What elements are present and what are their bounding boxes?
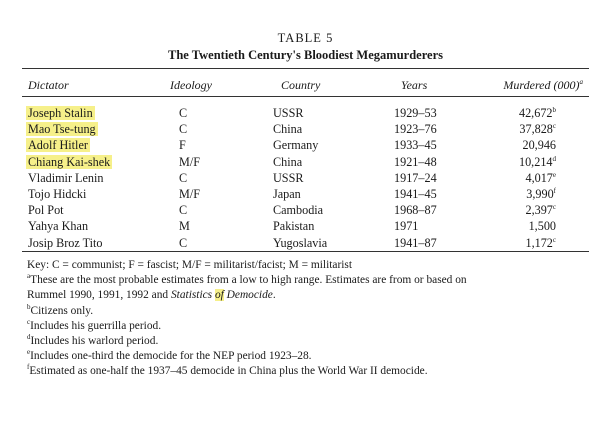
dictator-cell	[28, 218, 88, 234]
footnote-c-marker: c	[27, 318, 31, 327]
ideology-cell: M/F	[179, 154, 201, 169]
years-cell: 1933–45	[394, 138, 437, 153]
footnote-d-text: Includes his warlord period.	[30, 335, 159, 348]
country-cell: Yugoslavia	[273, 235, 328, 250]
footnotes	[27, 258, 587, 380]
country-cell: Germany	[273, 138, 319, 153]
table-row	[0, 235, 611, 251]
table-number: TABLE 5	[277, 31, 334, 45]
country-cell: Pakistan	[273, 219, 315, 234]
murdered-value: 37,828	[519, 122, 553, 137]
murdered-note: d	[552, 154, 556, 163]
country-cell: Cambodia	[273, 203, 324, 218]
footnote-a-marker: a	[27, 272, 31, 281]
murdered-note: c	[552, 122, 556, 131]
years-cell: 1917–24	[394, 170, 437, 185]
dictator-name: Adolf Hitler	[28, 138, 88, 153]
dictator-name: Tojo Hidcki	[28, 186, 87, 201]
murdered-cell	[529, 218, 556, 234]
murdered-value: 1,172	[525, 235, 553, 250]
murdered-value: 3,990	[526, 186, 554, 201]
footnote-c-text: Includes his guerrilla period.	[30, 319, 162, 332]
footnote-f-text: Estimated as one-half the 1937–45 democide in China plus the World War II democide.	[29, 365, 428, 378]
ideology-cell: C	[179, 235, 188, 250]
country-cell: China	[273, 122, 303, 137]
murdered-cell	[525, 202, 556, 218]
years-cell: 1941–87	[394, 235, 437, 250]
header-years: Years	[401, 78, 428, 92]
footnote-a	[27, 273, 587, 288]
table-row	[0, 137, 611, 153]
dictator-name: Mao Tse-tung	[28, 122, 96, 137]
dictator-cell	[28, 235, 103, 251]
footnote-b-marker: b	[27, 302, 31, 311]
footnote-f-marker: f	[27, 363, 30, 372]
table-row	[0, 121, 611, 137]
murdered-value: 42,672	[518, 106, 553, 120]
header-murdered	[503, 78, 583, 93]
murdered-value: 4,017	[525, 170, 553, 185]
murdered-cell	[519, 154, 556, 170]
ideology-cell: M/F	[179, 186, 201, 201]
years-cell: 1971	[394, 219, 419, 234]
header-dictator: Dictator	[28, 78, 69, 92]
footnote-a-italic-2: Democide	[223, 289, 273, 302]
murdered-value: 2,397	[525, 203, 553, 218]
table-body	[0, 105, 611, 251]
footnote-d	[27, 334, 587, 349]
ideology-cell: C	[179, 170, 188, 185]
footnote-a-cont	[27, 288, 587, 303]
country-cell: China	[273, 154, 303, 169]
dictator-cell	[28, 154, 112, 170]
dictator-name: Joseph Stalin	[28, 106, 93, 120]
country-cell: USSR	[273, 106, 304, 120]
footnote-b-text: Citizens only.	[30, 304, 94, 317]
footnote-f	[27, 364, 587, 379]
years-cell: 1923–76	[394, 122, 437, 137]
table-row	[0, 170, 611, 186]
ideology-cell: C	[179, 122, 188, 137]
footnote-c	[27, 319, 587, 334]
murdered-note: b	[552, 105, 556, 114]
footnote-e	[27, 349, 587, 364]
country-cell: USSR	[273, 170, 304, 185]
key-note: Key: C = communist; F = fascist; M/F = militarist/facist; M = militarist	[27, 259, 353, 271]
table-row	[0, 202, 611, 218]
years-cell: 1929–53	[394, 106, 437, 120]
dictator-cell	[28, 186, 86, 202]
murdered-note: f	[553, 186, 556, 195]
dictator-name: Yahya Khan	[28, 219, 89, 234]
footnote-a-text: These are the most probable estimates from a low to high range. Estimates are from or based on	[30, 274, 467, 287]
dictator-cell	[28, 121, 98, 137]
dictator-name: Pol Pot	[28, 203, 64, 218]
dictator-name: Josip Broz Tito	[28, 235, 103, 250]
dictator-cell	[28, 170, 103, 186]
bottom-rule	[22, 251, 589, 252]
years-cell: 1968–87	[394, 203, 437, 218]
murdered-note: c	[552, 235, 556, 244]
table-title: The Twentieth Century's Bloodiest Megamurderers	[168, 48, 443, 62]
header-country: Country	[281, 78, 321, 92]
ideology-cell: F	[179, 138, 186, 153]
murdered-cell	[525, 170, 556, 186]
header-murdered-note: a	[579, 78, 583, 86]
footnote-d-marker: d	[27, 333, 31, 342]
ideology-cell: C	[179, 203, 188, 218]
header-ideology: Ideology	[170, 78, 212, 92]
ideology-cell: C	[179, 106, 188, 120]
murdered-cell	[526, 186, 556, 202]
dictator-cell	[28, 202, 64, 218]
footnote-e-text: Includes one-third the democide for the NEP period 1923–28.	[30, 350, 312, 363]
murdered-note: e	[552, 170, 556, 179]
murdered-value: 1,500	[528, 219, 556, 234]
footnote-a-text-2: Rummel 1990, 1991, 1992 and	[27, 289, 171, 302]
dictator-name: Vladimir Lenin	[28, 170, 104, 185]
table-row	[0, 154, 611, 170]
murdered-value: 10,214	[518, 154, 553, 169]
dictator-cell	[28, 105, 95, 121]
dictator-name: Chiang Kai-shek	[28, 154, 111, 169]
ideology-cell: M	[179, 219, 190, 234]
table-row	[0, 186, 611, 202]
murdered-note: c	[552, 203, 556, 212]
top-rule	[22, 68, 589, 69]
murdered-value: 20,946	[522, 138, 556, 153]
murdered-cell	[519, 121, 556, 137]
table-row	[0, 218, 611, 234]
murdered-cell	[525, 235, 556, 251]
murdered-cell	[519, 105, 556, 121]
header-rule	[22, 96, 589, 97]
years-cell: 1921–48	[394, 154, 437, 169]
dictator-cell	[28, 137, 90, 153]
footnote-b	[27, 304, 587, 319]
footnote-a-highlight: of	[214, 289, 224, 302]
murdered-cell	[522, 137, 556, 153]
footnote-e-marker: e	[27, 348, 31, 357]
years-cell: 1941–45	[394, 186, 437, 201]
footnote-a-italic-1: Statistics	[170, 289, 215, 302]
table-row	[0, 105, 611, 121]
header-murdered-label: Murdered (000)	[503, 78, 580, 92]
footnote-a-end: .	[272, 289, 276, 302]
country-cell: Japan	[273, 186, 301, 201]
